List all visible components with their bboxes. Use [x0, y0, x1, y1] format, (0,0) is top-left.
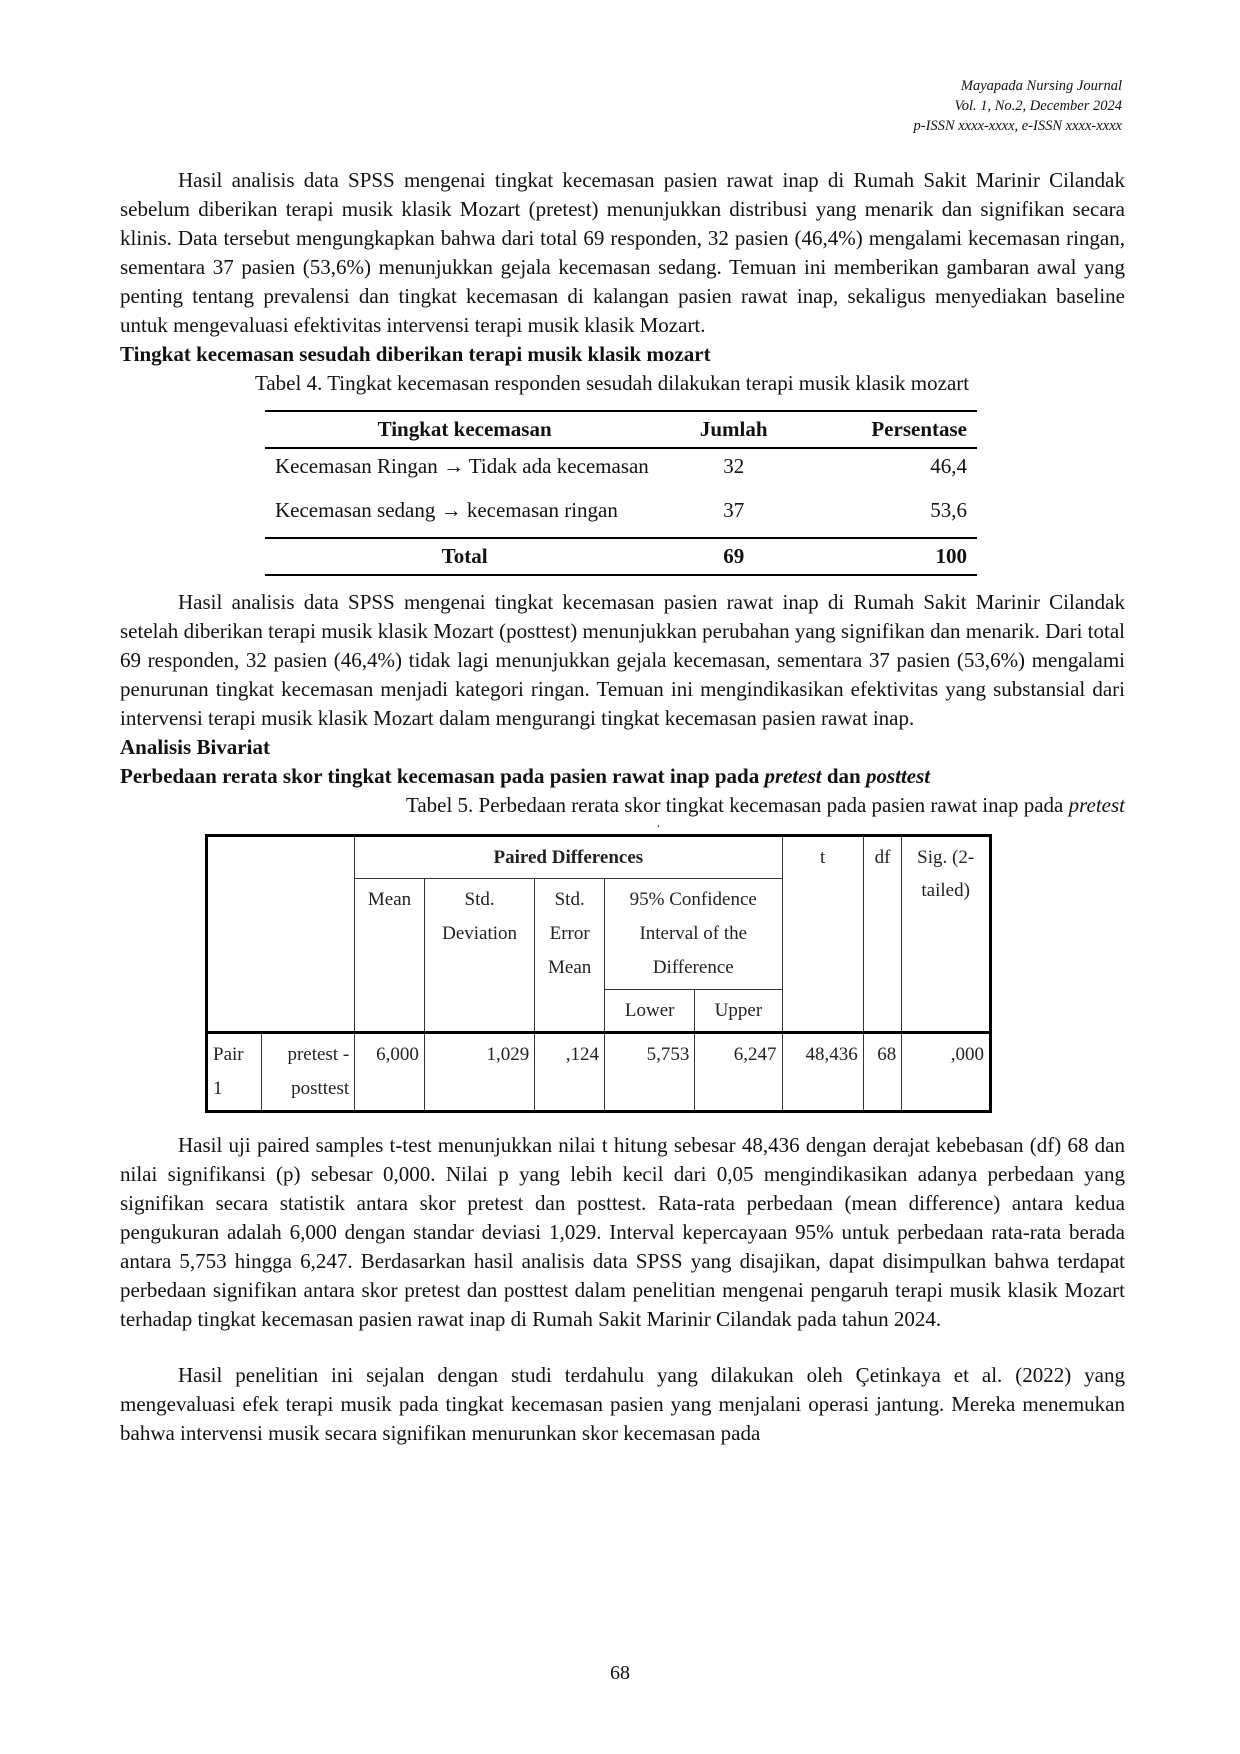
paragraph-posttest-results: Hasil analisis data SPSS mengenai tingkat kecemasan pasien rawat inap di Rumah Sakit Marinir Cilandak setelah diberikan terapi musik klasik Mozart (posttest) menunjukkan perubahan yang signifikan dan menarik. Dari total 69 responden, 32 pasien (46,4%) tidak lagi menunjukkan gejala kecemasan, sementara 37 pasien (53,6%) mengalami penurunan tingkat kecemasan menjadi kategori ringan. Temuan ini mengindikasikan efektivitas yang substansial dari intervensi terapi musik klasik Mozart dalam mengurangi tingkat kecemasan pasien rawat inap. [120, 590, 1125, 730]
section-heading-bivariate: Analisis Bivariat [120, 735, 270, 759]
table5-ci-header [605, 879, 782, 990]
table5-std-dev-value: 1,029 [424, 1033, 534, 1112]
page-number: 68 [610, 1662, 630, 1684]
table5-sig-line1: Sig. (2- [917, 847, 975, 868]
table5-ci-line1: 95% Confidence [629, 889, 757, 910]
table4-cell-count: 37 [723, 498, 745, 522]
table4-cell-level: Kecemasan sedang → kecemasan ringan [275, 498, 618, 522]
heading3-posttest: posttest [865, 764, 931, 788]
table5-t-value: 48,436 [782, 1033, 863, 1112]
table4-anxiety-levels [265, 410, 977, 576]
table-row [265, 448, 977, 493]
section-heading-posttest: Tingkat kecemasan sesudah diberikan terapi musik klasik mozart [120, 342, 711, 366]
table5-df-header: df [863, 836, 902, 1033]
table5-df-value: 68 [863, 1033, 902, 1112]
table4-total-label: Total [265, 538, 664, 575]
caption-dot: · [656, 820, 661, 835]
heading3-text: Perbedaan rerata skor tingkat kecemasan pada pasien rawat inap pada [120, 764, 765, 788]
page-content [120, 166, 1125, 1448]
table5-lower-header: Lower [605, 990, 695, 1033]
table4-cell-count: 32 [723, 454, 745, 478]
journal-issn: p-ISSN xxxx-xxxx, e-ISSN xxxx-xxxx [913, 118, 1122, 134]
table-row [207, 1033, 991, 1112]
table5-std-err-value: ,124 [535, 1033, 605, 1112]
section-heading-mean-difference [120, 762, 1125, 791]
table5-upper-header: Upper [695, 990, 782, 1033]
heading3-pretest: pretest [764, 764, 822, 788]
journal-name: Mayapada Nursing Journal [960, 78, 1122, 94]
table5-caption-pretest: pretest [1068, 793, 1125, 817]
table5-pair-line1: Pair [213, 1044, 244, 1065]
table5-sig-value: ,000 [902, 1033, 991, 1112]
table5-upper-value: 6,247 [695, 1033, 782, 1112]
table5-pair-label [207, 1033, 262, 1112]
paragraph-t-test-interpretation: Hasil uji paired samples t-test menunjukkan nilai t hitung sebesar 48,436 dengan derajat kebebasan (df) 68 dan nilai signifikansi (p) sebesar 0,000. Nilai p yang lebih kecil dari 0,05 mengindikasikan adanya perbedaan yang signifikan secara statistik antara skor pretest dan posttest. Rata-rata perbedaan (mean difference) antara kedua pengukuran adalah 6,000 dengan standar deviasi 1,029. Interval kepercayaan 95% untuk perbedaan rata-rata berada antara 5,753 hingga 6,247. Berdasarkan hasil analisis data SPSS yang disajikan, dapat disimpulkan bahwa terdapat perbedaan signifikan antara skor pretest dan posttest dalam penelitian mengenai pengaruh terapi musik klasik Mozart terhadap tingkat kecemasan pasien rawat inap di Rumah Sakit Marinir Cilandak pada tahun 2024. [120, 1133, 1125, 1331]
paragraph-literature-comparison: Hasil penelitian ini sejalan dengan studi terdahulu yang dilakukan oleh Çetinkaya et al. (2022) yang mengevaluasi efek terapi musik pada tingkat kecemasan pasien yang menjalani operasi jantung. Mereka menemukan bahwa intervensi musik secara signifikan menurunkan skor kecemasan pada [120, 1363, 1125, 1445]
table5-caption [120, 791, 1125, 820]
table4-total-percent: 100 [803, 538, 977, 575]
table5-paired-differences: Paired Differences [355, 836, 782, 879]
table4-caption: Tabel 4. Tingkat kecemasan responden sesudah dilakukan terapi musik klasik mozart [255, 371, 970, 395]
table5-caption-text: Tabel 5. Perbedaan rerata skor tingkat kecemasan pada pasien rawat inap pada [405, 793, 1069, 817]
table5-mean-value: 6,000 [355, 1033, 425, 1112]
table5-ci-line3: Difference [652, 957, 734, 978]
table5-ci-line2: Interval of the [639, 923, 748, 944]
table4-header-count: Jumlah [664, 411, 803, 448]
table5-pair-line2: 1 [213, 1078, 223, 1099]
table5-pair-variables [261, 1033, 354, 1112]
journal-volume: Vol. 1, No.2, December 2024 [954, 98, 1122, 114]
table4-header-level: Tingkat kecemasan [265, 411, 664, 448]
table5-std-err-header [535, 879, 605, 1033]
table4-header-percent: Persentase [803, 411, 977, 448]
table5-corner [207, 836, 355, 1033]
table-row [265, 493, 977, 538]
table5-label-line2: posttest [291, 1078, 350, 1099]
table5-std-dev-header [424, 879, 534, 1033]
table4-total-row [265, 538, 977, 575]
table5-std-dev-line2: Deviation [442, 923, 518, 944]
heading3-and: dan [821, 764, 866, 788]
table5-std-err-line3: Mean [548, 957, 592, 978]
table4-total-count: 69 [664, 538, 803, 575]
table5-t-header: t [782, 836, 863, 1033]
table4-cell-percent: 53,6 [930, 498, 967, 522]
table5-lower-value: 5,753 [605, 1033, 695, 1112]
table5-label-line1: pretest - [287, 1044, 350, 1065]
table5-sig-header [902, 836, 991, 1033]
table4-cell-percent: 46,4 [930, 454, 967, 478]
table5-std-err-line2: Error [549, 923, 590, 944]
journal-header [914, 76, 1122, 136]
table5-std-err-line1: Std. [554, 889, 585, 910]
table5-paired-test [205, 834, 992, 1113]
table4-cell-level: Kecemasan Ringan → Tidak ada kecemasan [275, 454, 649, 478]
paragraph-pretest-results: Hasil analisis data SPSS mengenai tingkat kecemasan pasien rawat inap di Rumah Sakit Marinir Cilandak sebelum diberikan terapi musik klasik Mozart (pretest) menunjukkan distribusi yang menarik dan signifikan secara klinis. Data tersebut mengungkapkan bahwa dari total 69 responden, 32 pasien (46,4%) mengalami kecemasan ringan, sementara 37 pasien (53,6%) menunjukkan gejala kecemasan sedang. Temuan ini memberikan gambaran awal yang penting tentang prevalensi dan tingkat kecemasan di kalangan pasien rawat inap, sekaligus menyediakan baseline untuk mengevaluasi efektivitas intervensi terapi musik klasik Mozart. [120, 168, 1125, 337]
table5-mean-header: Mean [355, 879, 425, 1033]
table5-std-dev-line1: Std. [464, 889, 495, 910]
table5-sig-line2: tailed) [921, 880, 970, 901]
table5-container [205, 822, 992, 1113]
